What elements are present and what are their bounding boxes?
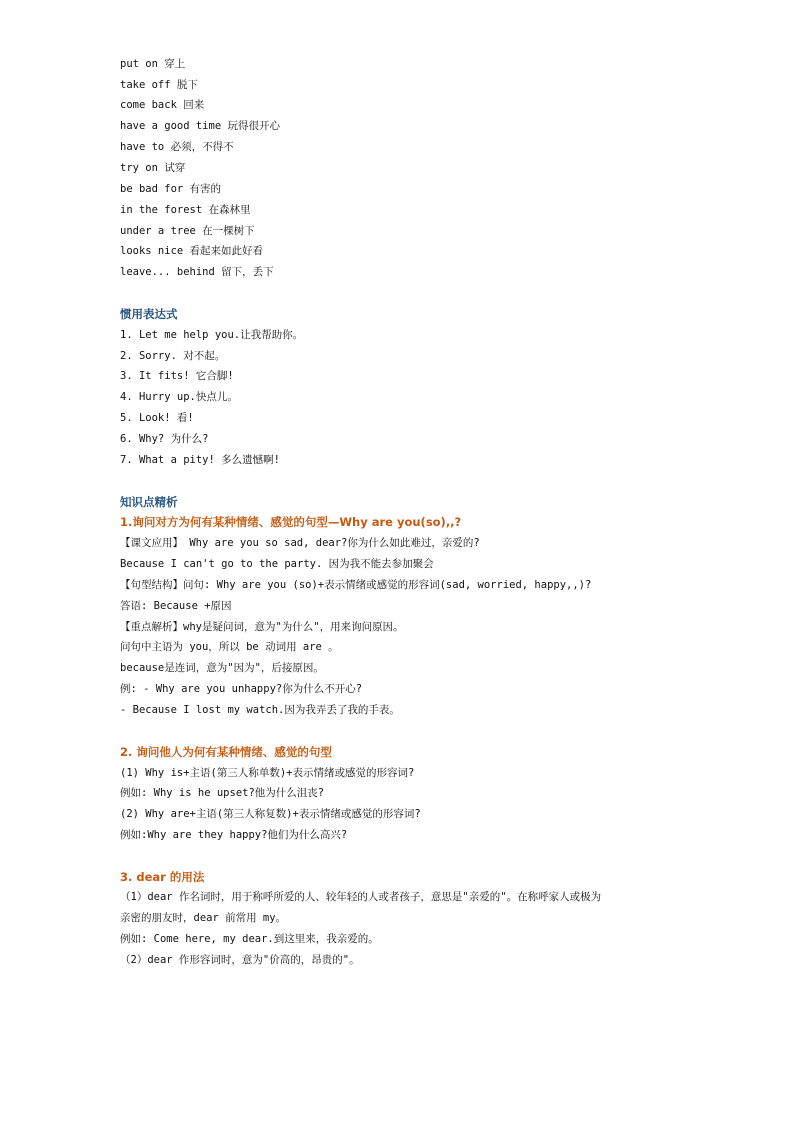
expression-item: 5. Look! 看!	[120, 412, 194, 424]
section2-line: 例如:Why are they happy?他们为什么高兴?	[120, 829, 348, 841]
section1-line: 【句型结构】问句: Why are you (so)+表示情绪或感觉的形容词(sad, worried, happy,,)?	[120, 579, 592, 591]
section2-line: 例如: Why is he upset?他为什么沮丧?	[120, 787, 325, 799]
section1-line: 问句中主语为 you，所以 be 动词用 are 。	[120, 641, 339, 653]
vocab-item: take off 脱下	[120, 79, 198, 91]
vocab-item: leave... behind 留下，丢下	[120, 266, 274, 278]
section1-line: 【重点解析】why是疑问词，意为"为什么"，用来询问原因。	[120, 621, 404, 633]
section3-line: （2）dear 作形容词时，意为"价高的，昂贵的"。	[120, 954, 360, 966]
section3-line: 亲密的朋友时，dear 前常用 my。	[120, 912, 287, 924]
section1-line: 答语: Because +原因	[120, 600, 232, 612]
analysis-heading: 知识点精析	[120, 495, 178, 509]
section1-title: 1.询问对方为何有某种情绪、感觉的句型—Why are you(so),,?	[120, 515, 462, 529]
expression-item: 2. Sorry. 对不起。	[120, 350, 226, 362]
expressions-heading: 惯用表达式	[120, 307, 178, 321]
section2-title: 2. 询问他人为何有某种情绪、感觉的句型	[120, 745, 332, 759]
vocab-item: under a tree 在一棵树下	[120, 225, 255, 237]
section2-line: (1) Why is+主语(第三人称单数)+表示情绪或感觉的形容词?	[120, 767, 415, 779]
vocab-item: in the forest 在森林里	[120, 204, 251, 216]
section1-line: 【课文应用】 Why are you so sad, dear?你为什么如此难过，亲爱的?	[120, 537, 480, 549]
expression-item: 3. It fits! 它合脚!	[120, 370, 234, 382]
section1-line: - Because I lost my watch.因为我弄丢了我的手表。	[120, 704, 400, 716]
vocab-item: have to 必须，不得不	[120, 141, 234, 153]
section1-line: because是连词，意为"因为"，后接原因。	[120, 662, 324, 674]
section2-line: (2) Why are+主语(第三人称复数)+表示情绪或感觉的形容词?	[120, 808, 421, 820]
section3-line: 例如: Come here, my dear.到这里来，我亲爱的。	[120, 933, 379, 945]
section3-line: （1）dear 作名词时，用于称呼所爱的人、较年轻的人或者孩子，意思是"亲爱的"。在称呼家人或极为	[120, 891, 602, 903]
expression-item: 1. Let me help you.让我帮助你。	[120, 329, 304, 341]
vocab-item: put on 穿上	[120, 58, 186, 70]
expression-item: 7. What a pity! 多么遗憾啊!	[120, 454, 280, 466]
vocab-item: be bad for 有害的	[120, 183, 222, 195]
section1-line: 例: - Why are you unhappy?你为什么不开心?	[120, 683, 363, 695]
expression-item: 6. Why? 为什么?	[120, 433, 209, 445]
vocab-item: have a good time 玩得很开心	[120, 120, 280, 132]
vocab-item: come back 回来	[120, 99, 205, 111]
section3-title: 3. dear 的用法	[120, 870, 205, 884]
section1-line: Because I can't go to the party. 因为我不能去参加聚会	[120, 558, 434, 570]
vocab-item: try on 试穿	[120, 162, 186, 174]
expression-item: 4. Hurry up.快点儿。	[120, 391, 238, 403]
vocab-item: looks nice 看起来如此好看	[120, 245, 264, 257]
